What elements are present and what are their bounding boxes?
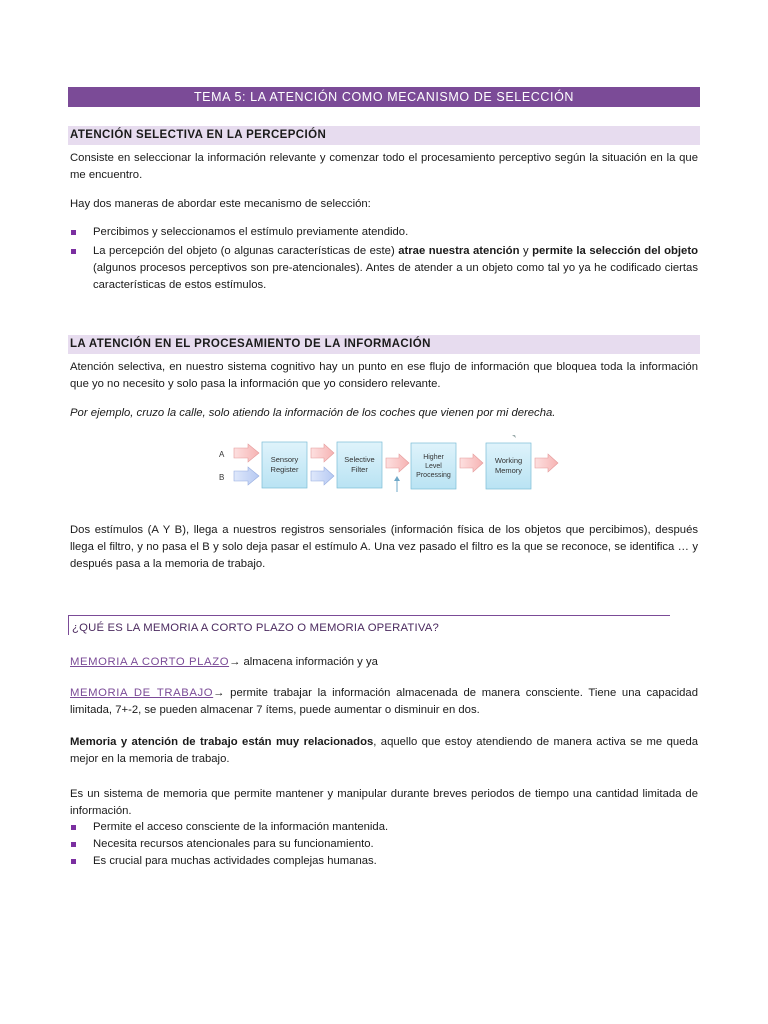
- svg-text:Level: Level: [425, 463, 442, 470]
- bullet-square-icon: [71, 842, 76, 847]
- svg-text:Selective: Selective: [344, 455, 375, 464]
- paragraph-dos-estimulos: Dos estímulos (A Y B), llega a nuestros registros sensoriales (información física de los objetos que percibimos), después llega el filtro, y no pasa el B y solo deja pasar el estímulo A. Una vez pasado el filtro es la que se reconoce, se identifica … y después pasa a la memoria de trabajo.: [70, 524, 698, 570]
- section-heading-memoria-corto-plazo: ¿QUÉ ES LA MEMORIA A CORTO PLAZO O MEMORIA OPERATIVA?: [68, 615, 670, 635]
- paragraph-maneras: Hay dos maneras de abordar este mecanismo de selección:: [70, 198, 371, 210]
- memoria-de-trabajo-link[interactable]: MEMORIA DE TRABAJO: [70, 687, 214, 699]
- bullet-square-icon: [71, 825, 76, 830]
- memoria-corto-plazo-link[interactable]: MEMORIA A CORTO PLAZO: [70, 656, 230, 668]
- input-b-label: B: [219, 473, 225, 482]
- bullet-list-memoria: [70, 820, 698, 871]
- svg-text:Filter: Filter: [351, 465, 368, 474]
- bullet-square-icon: [71, 859, 76, 864]
- list-item: Es crucial para muchas actividades complejas humanas.: [70, 854, 698, 869]
- page-title: TEMA 5: LA ATENCIÓN COMO MECANISMO DE SELECCIÓN: [68, 87, 700, 107]
- arrow-a-icon: [234, 444, 259, 462]
- section-heading-atencion-selectiva: ATENCIÓN SELECTIVA EN LA PERCEPCIÓN: [68, 126, 700, 145]
- bullet-list-maneras: [70, 224, 698, 296]
- filter-model-diagram: [210, 432, 565, 494]
- arrow-a4-icon: [460, 454, 483, 472]
- paragraph-relacion: Memoria y atención de trabajo están muy relacionados, aquello que estoy atendiendo de manera activa se me queda mejor en la memoria de trabajo.: [70, 736, 699, 765]
- input-a-label: A: [219, 450, 225, 459]
- svg-text:Register: Register: [270, 465, 299, 474]
- paragraph-definicion: Consiste en seleccionar la información relevante y comenzar todo el procesamiento perceptivo según la situación en la que me encuentro.: [70, 152, 698, 181]
- arrow-a3-icon: [386, 454, 409, 472]
- bullet-square-icon: [71, 249, 76, 254]
- list-item: La percepción del objeto (o algunas características de este) atrae nuestra atención y permite la selección del objeto (algunos procesos perceptivos son pre-atencionales). Antes de atender a un objeto como tal yo ya he codificado ciertas características de estos estímulos.: [70, 243, 698, 294]
- svg-text:Sensory: Sensory: [270, 455, 299, 464]
- bullet-square-icon: [71, 230, 76, 235]
- paragraph-ejemplo: Por ejemplo, cruzo la calle, solo atiendo la información de los coches que vienen por mi derecha.: [70, 407, 556, 419]
- svg-text:Processing: Processing: [416, 472, 451, 479]
- paragraph-atencion-selectiva: Atención selectiva, en nuestro sistema cognitivo hay un punto en ese flujo de información que bloquea toda la información que yo no necesito y solo pasa la información que yo considero relevante.: [70, 361, 698, 390]
- arrow-b2-icon: [311, 467, 334, 485]
- list-item: Necesita recursos atencionales para su funcionamiento.: [70, 837, 698, 852]
- paragraph-memoria-corto-plazo: MEMORIA A CORTO PLAZO→ almacena información y ya: [70, 656, 378, 668]
- arrow-b-icon: [234, 467, 259, 485]
- svg-text:Memory: Memory: [494, 466, 523, 475]
- paragraph-memoria-trabajo: MEMORIA DE TRABAJO→ permite trabajar la información almacenada de manera consciente. Tiene una capacidad limitada, 7+-2, se pueden almacenar 7 ítems, puede aumentar o disminuir en dos.: [70, 687, 698, 716]
- arrow-a2-icon: [311, 444, 334, 462]
- list-item: Percibimos y seleccionamos el estímulo previamente atendido.: [70, 224, 698, 241]
- paragraph-sistema-memoria: Es un sistema de memoria que permite mantener y manipular durante breves periodos de tiempo una cantidad limitada de información.: [70, 788, 698, 817]
- svg-text:Working: Working: [494, 456, 523, 465]
- section-heading-procesamiento: LA ATENCIÓN EN EL PROCESAMIENTO DE LA INFORMACIÓN: [68, 335, 700, 354]
- arrow-out-icon: [535, 454, 558, 472]
- svg-text:Higher: Higher: [423, 454, 444, 461]
- list-item: Permite el acceso consciente de la información mantenida.: [70, 820, 698, 835]
